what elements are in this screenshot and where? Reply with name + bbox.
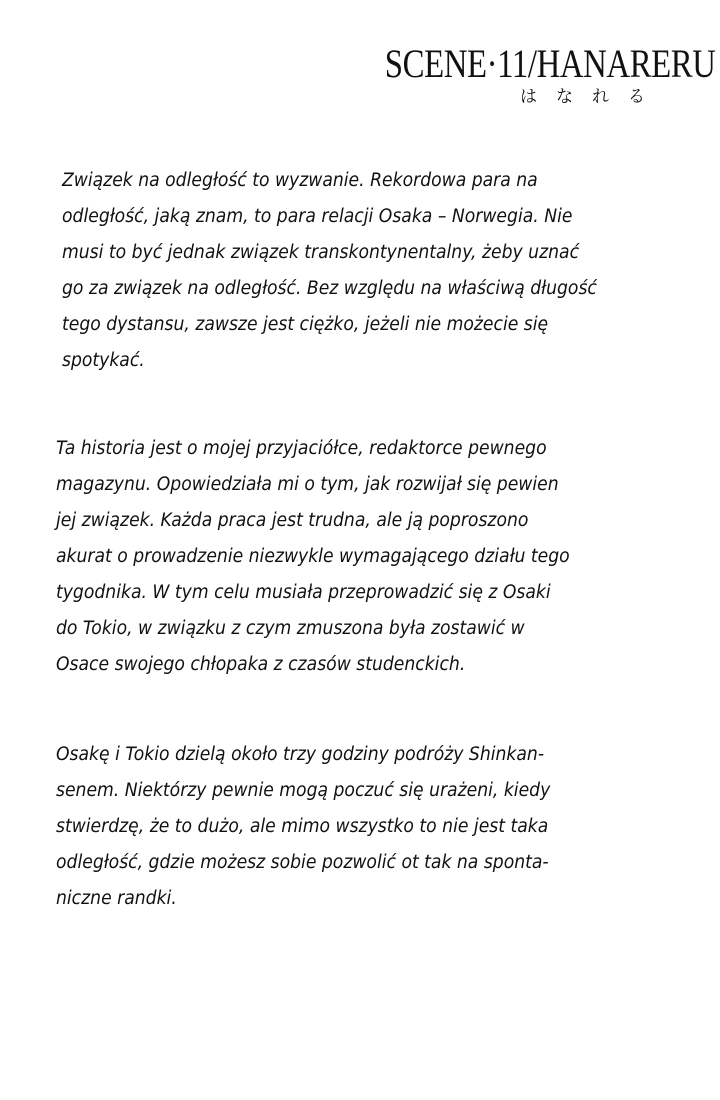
paragraph-2 — [56, 431, 570, 683]
text-line: senem. Niektórzy pewnie mogą poczuć się urażeni, kiedy — [56, 780, 551, 801]
text-line: Związek na odległość to wyzwanie. Rekordowa para na — [62, 170, 538, 191]
scene-title: SCENE·11/HANARERU — [384, 41, 716, 86]
text-line: odległość, gdzie możesz sobie pozwolić ot tak na sponta- — [56, 852, 549, 873]
text-line: do Tokio, w związku z czym zmuszona była zostawić w — [56, 618, 525, 639]
paragraph-3 — [56, 737, 550, 917]
text-line: odległość, jaką znam, to para relacji Osaka – Norwegia. Nie — [62, 206, 573, 227]
text-line: Ta historia jest o mojej przyjaciółce, redaktorce pewnego — [56, 438, 547, 459]
text-line: spotykać. — [62, 350, 145, 371]
text-line: Osace swojego chłopaka z czasów studenckich. — [56, 654, 466, 675]
text-line: go za związek na odległość. Bez względu na właściwą długość — [62, 278, 597, 299]
scene-title-kana: はなれる — [520, 87, 664, 107]
text-line: niczne randki. — [56, 888, 177, 909]
text-line: jej związek. Każda praca jest trudna, ale ją poproszono — [56, 510, 529, 531]
text-line: musi to być jednak związek transkontynentalny, żeby uznać — [62, 242, 580, 263]
paragraph-1 — [62, 163, 597, 379]
text-line: stwierdzę, że to dużo, ale mimo wszystko to nie jest taka — [56, 816, 549, 837]
text-line: tygodnika. W tym celu musiała przeprowadzić się z Osaki — [56, 582, 551, 603]
text-line: akurat o prowadzenie niezwykle wymagającego działu tego — [56, 546, 570, 567]
text-line: Osakę i Tokio dzielą około trzy godziny podróży Shinkan- — [56, 744, 545, 765]
text-line: tego dystansu, zawsze jest ciężko, jeżeli nie możecie się — [62, 314, 549, 335]
text-line: magazynu. Opowiedziała mi o tym, jak rozwijał się pewien — [56, 474, 559, 495]
